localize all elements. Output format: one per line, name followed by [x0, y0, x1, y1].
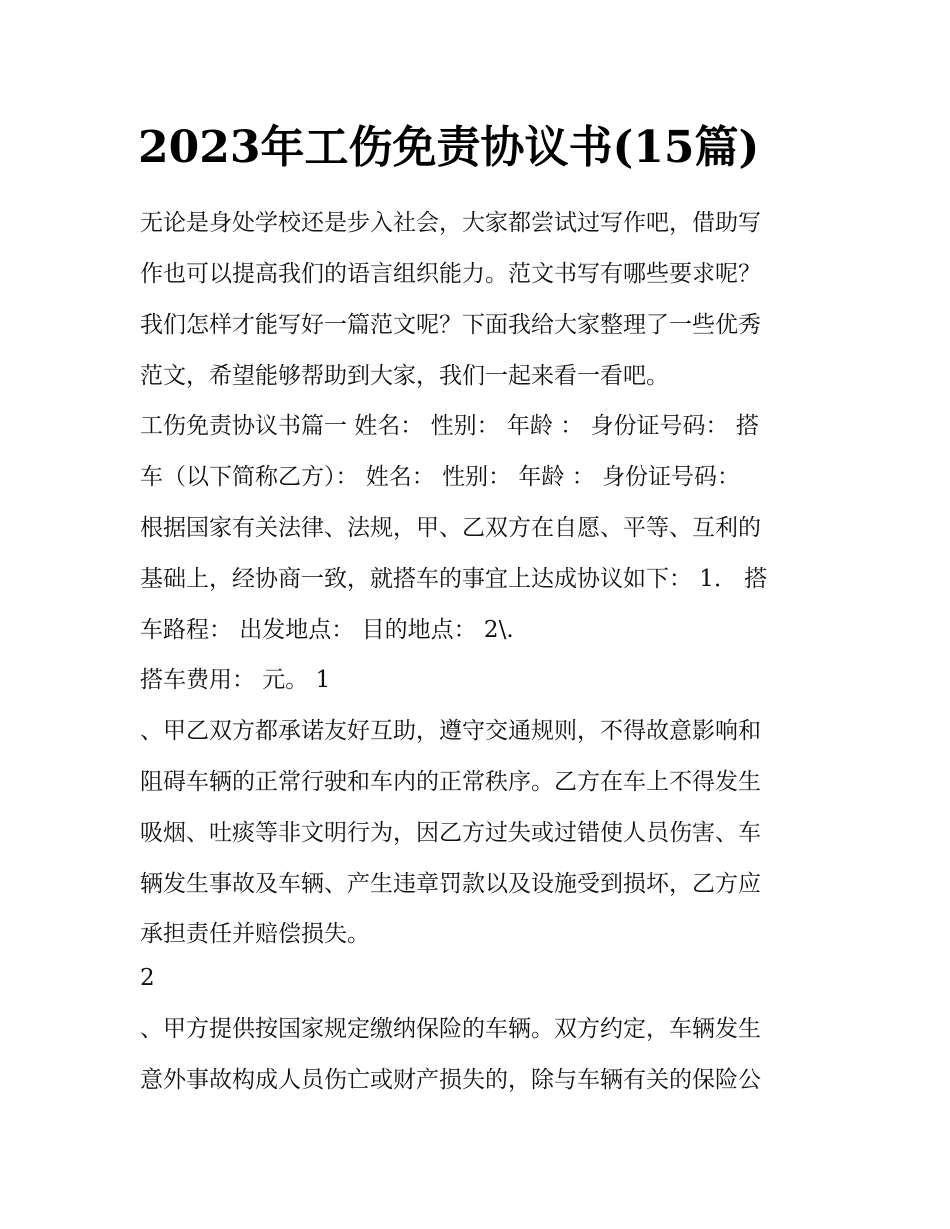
- body-line-2: 作也可以提高我们的语言组织能力。范文书写有哪些要求呢？: [140, 261, 761, 287]
- body-line-1: 无论是身处学校还是步入社会，大家都尝试过写作吧，借助写: [140, 210, 761, 236]
- body-line-17: 、甲方提供按国家规定缴纳保险的车辆。双方约定，车辆发生: [140, 1016, 761, 1042]
- body-line-10: 搭车费用： 元。 1: [140, 667, 331, 693]
- body-line-13: 吸烟、吐痰等非文明行为，因乙方过失或过错使人员伤害、车: [140, 820, 761, 846]
- document-title: 2023年工伤免责协议书(15篇): [138, 122, 760, 173]
- body-line-15: 承担责任并赔偿损失。: [140, 921, 370, 947]
- body-line-14: 辆发生事故及车辆、产生违章罚款以及设施受到损坏，乙方应: [140, 871, 761, 897]
- body-line-3: 我们怎样才能写好一篇范文呢？下面我给大家整理了一些优秀: [140, 312, 761, 338]
- body-line-12: 阻碍车辆的正常行驶和车内的正常秩序。乙方在车上不得发生: [140, 769, 761, 795]
- body-line-4: 范文，希望能够帮助到大家，我们一起来看一看吧。: [140, 363, 669, 389]
- body-line-9: 车路程： 出发地点： 目的地点： 2\.: [140, 617, 514, 643]
- body-line-16: 2: [140, 965, 155, 991]
- body-line-8: 基础上，经协商一致，就搭车的事宜上达成协议如下： 1． 搭: [140, 566, 768, 592]
- body-line-7: 根据国家有关法律、法规，甲、乙双方在自愿、平等、互利的: [140, 515, 761, 541]
- body-line-11: 、甲乙双方都承诺友好互助，遵守交通规则，不得故意影响和: [140, 718, 761, 744]
- body-line-5: 工伤免责协议书篇一 姓名： 性别： 年龄 ： 身份证号码： 搭: [140, 413, 759, 439]
- body-line-18: 意外事故构成人员伤亡或财产损失的，除与车辆有关的保险公: [140, 1067, 761, 1093]
- body-line-6: 车（以下简称乙方）： 姓名： 性别： 年龄 ： 身份证号码：: [140, 464, 741, 490]
